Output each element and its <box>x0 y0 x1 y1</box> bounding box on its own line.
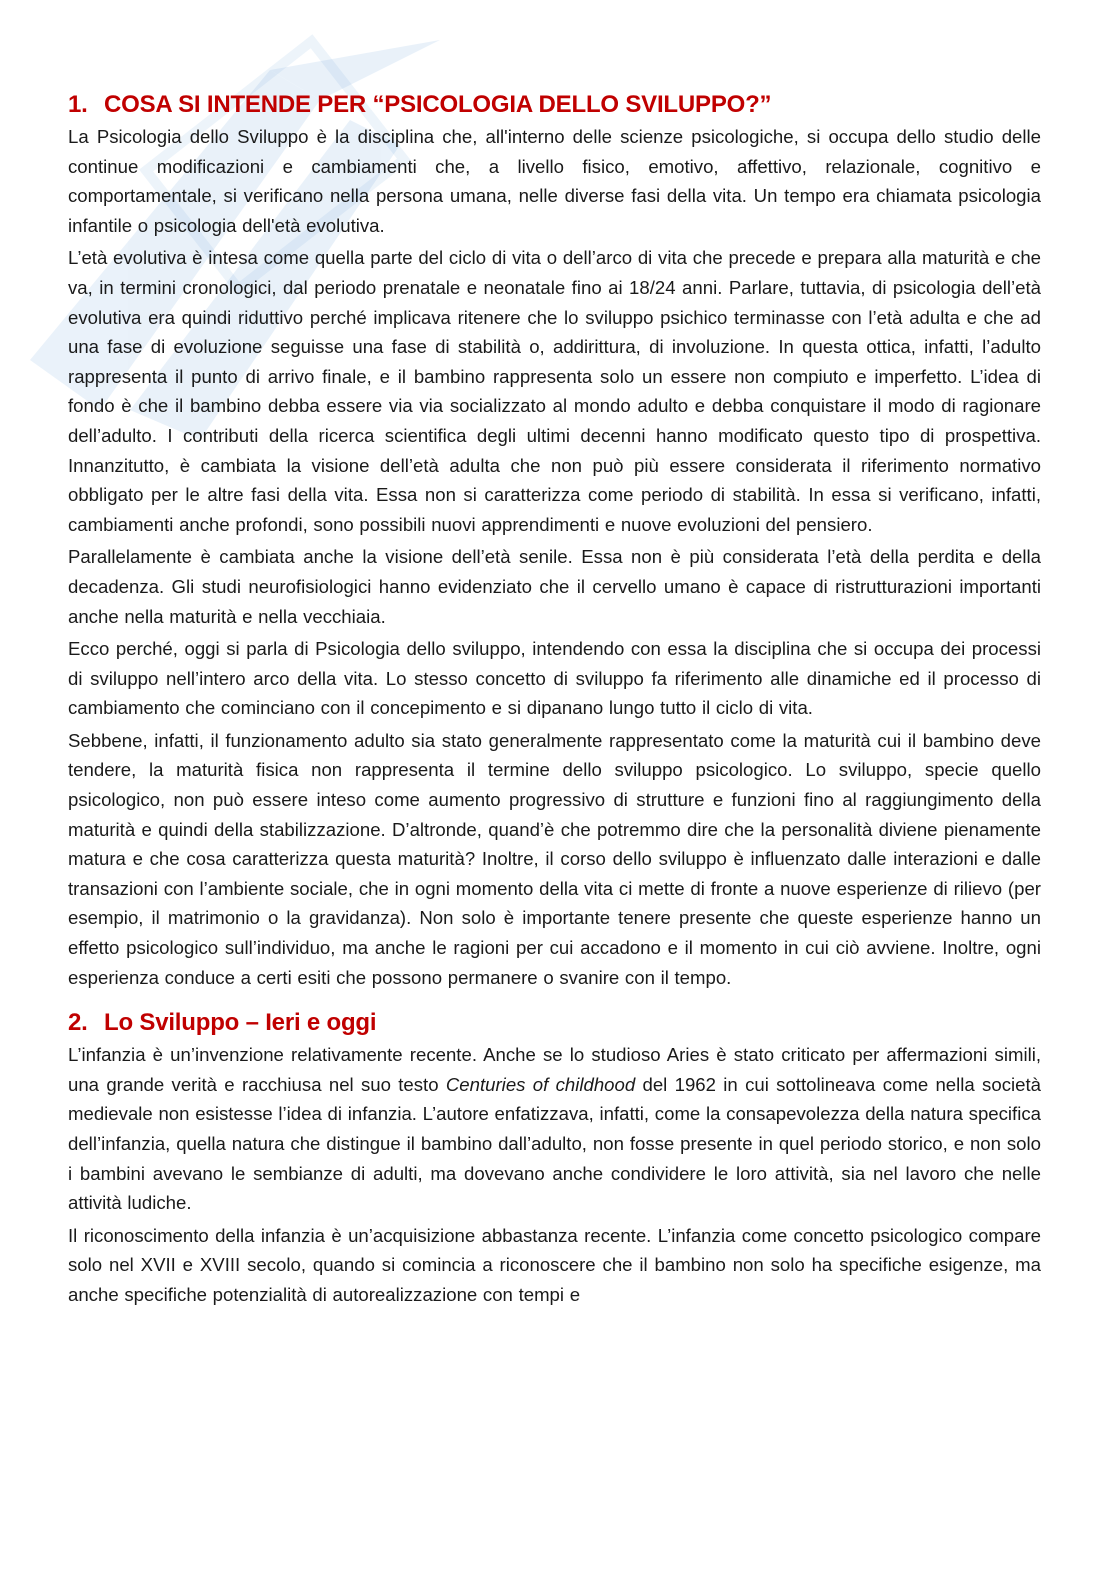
section-1-heading <box>68 88 1041 122</box>
section-1-paragraph-2: L’età evolutiva è intesa come quella parte del ciclo di vita o dell’arco di vita che precede e prepara alla maturità e che va, in termini cronologici, dal periodo prenatale e neonatale fino ai 18/24 anni. Parlare, tuttavia, di psicologia dell’età evolutiva era quindi riduttivo perché implicava ritenere che lo sviluppo psichico terminasse con l’età adulta e che ad una fase di evoluzione seguisse una fase di stabilità o, addirittura, di involuzione. In questa ottica, infatti, l’adulto rappresenta il punto di arrivo finale, e il bambino rappresenta solo un essere non compiuto e imperfetto. L’idea di fondo è che il bambino debba essere via via socializzato al mondo adulto e debba conquistare il modo di ragionare dell’adulto. I contributi della ricerca scientifica degli ultimi decenni hanno modificato questo tipo di prospettiva. Innanzitutto, è cambiata la visione dell’età adulta che non può più essere considerata il riferimento normativo obbligato per le altre fasi della vita. Essa non si caratterizza come periodo di stabilità. In essa si verificano, infatti, cambiamenti anche profondi, sono possibili nuovi apprendimenti e nuove evoluzioni del pensiero. <box>68 247 1041 535</box>
section-2-paragraph-2: Il riconoscimento della infanzia è un’acquisizione abbastanza recente. L’infanzia come concetto psicologico compare solo nel XVII e XVIII secolo, quando si comincia a riconoscere che il bambino non solo ha specifiche esigenze, ma anche specifiche potenzialità di autorealizzazione con tempi e <box>68 1224 1041 1305</box>
section-2-number: 2. <box>68 1009 88 1037</box>
section-2-paragraph-1-start: L’infanzia è un’invenzione relativamente recente. Anche se lo studioso Aries è stato criticato per affermazioni simili, una grande verità e racchiusa nel suo testo <box>68 1044 1041 1095</box>
document-page <box>68 88 1041 1313</box>
section-1-number: 1. <box>68 91 88 118</box>
section-2-heading <box>68 1006 1041 1040</box>
section-1-title: COSA SI INTENDE PER “PSICOLOGIA DELLO SVILUPPO?” <box>104 91 772 118</box>
book-title: Centuries of childhood <box>445 1073 636 1095</box>
section-2-paragraph-1 <box>68 1040 1041 1218</box>
section-2-title: Lo Sviluppo – Ieri e oggi <box>104 1009 377 1037</box>
section-1-paragraph-1: La Psicologia dello Sviluppo è la disciplina che, all'interno delle scienze psicologiche, si occupa dello studio delle continue modificazioni e cambiamenti che, a livello fisico, emotivo, affettivo, relazionale, cognitivo e comportamentale, si verificano nella persona umana, nelle diverse fasi della vita. Un tempo era chiamata psicologia infantile o psicologia dell'età evolutiva. <box>68 126 1041 236</box>
section-1-paragraph-3: Parallelamente è cambiata anche la visione dell’età senile. Essa non è più considerata l’età della perdita e della decadenza. Gli studi neurofisiologici hanno evidenziato che il cervello umano è capace di ristrutturazioni importanti anche nella maturità e nella vecchiaia. <box>68 546 1041 627</box>
section-1-paragraph-4: Ecco perché, oggi si parla di Psicologia dello sviluppo, intendendo con essa la disciplina che si occupa dei processi di sviluppo nell’intero arco della vita. Lo stesso concetto di sviluppo fa riferimento alle dinamiche ed il processo di cambiamento che cominciano con il concepimento e si dipanano lungo tutto il ciclo di vita. <box>68 638 1041 719</box>
section-2-paragraph-1-end: del 1962 in cui sottolineava come nella società medievale non esistesse l’idea di infanzia. L’autore enfatizzava, infatti, come la consapevolezza della natura specifica dell’infanzia, quella natura che distingue il bambino dall’adulto, non fosse presente in quel periodo storico, e non solo i bambini avevano le sembianze di adulti, ma dovevano anche condividere le loro attività, sia nel lavoro che nelle attività ludiche. <box>68 1073 1041 1214</box>
section-1-paragraph-5: Sebbene, infatti, il funzionamento adulto sia stato generalmente rappresentato come la maturità cui il bambino deve tendere, la maturità fisica non rappresenta il termine dello sviluppo psicologico. Lo sviluppo, specie quello psicologico, non può essere inteso come aumento progressivo di strutture e funzioni fino al raggiungimento della maturità e quindi della stabilizzazione. D’altronde, quand’è che potremmo dire che la personalità diviene pienamente matura e che cosa caratterizza questa maturità? Inoltre, il corso dello sviluppo è influenzato dalle interazioni e dalle transazioni con l’ambiente sociale, che in ogni momento della vita ci mette di fronte a nuove esperienze di rilievo (per esempio, il matrimonio o la gravidanza). Non solo è importante tenere presente che queste esperienze hanno un effetto psicologico sull’individuo, ma anche le ragioni per cui accadono e il momento in cui ciò avviene. Inoltre, ogni esperienza conduce a certi esiti che possono permanere o svanire con il tempo. <box>68 729 1041 988</box>
